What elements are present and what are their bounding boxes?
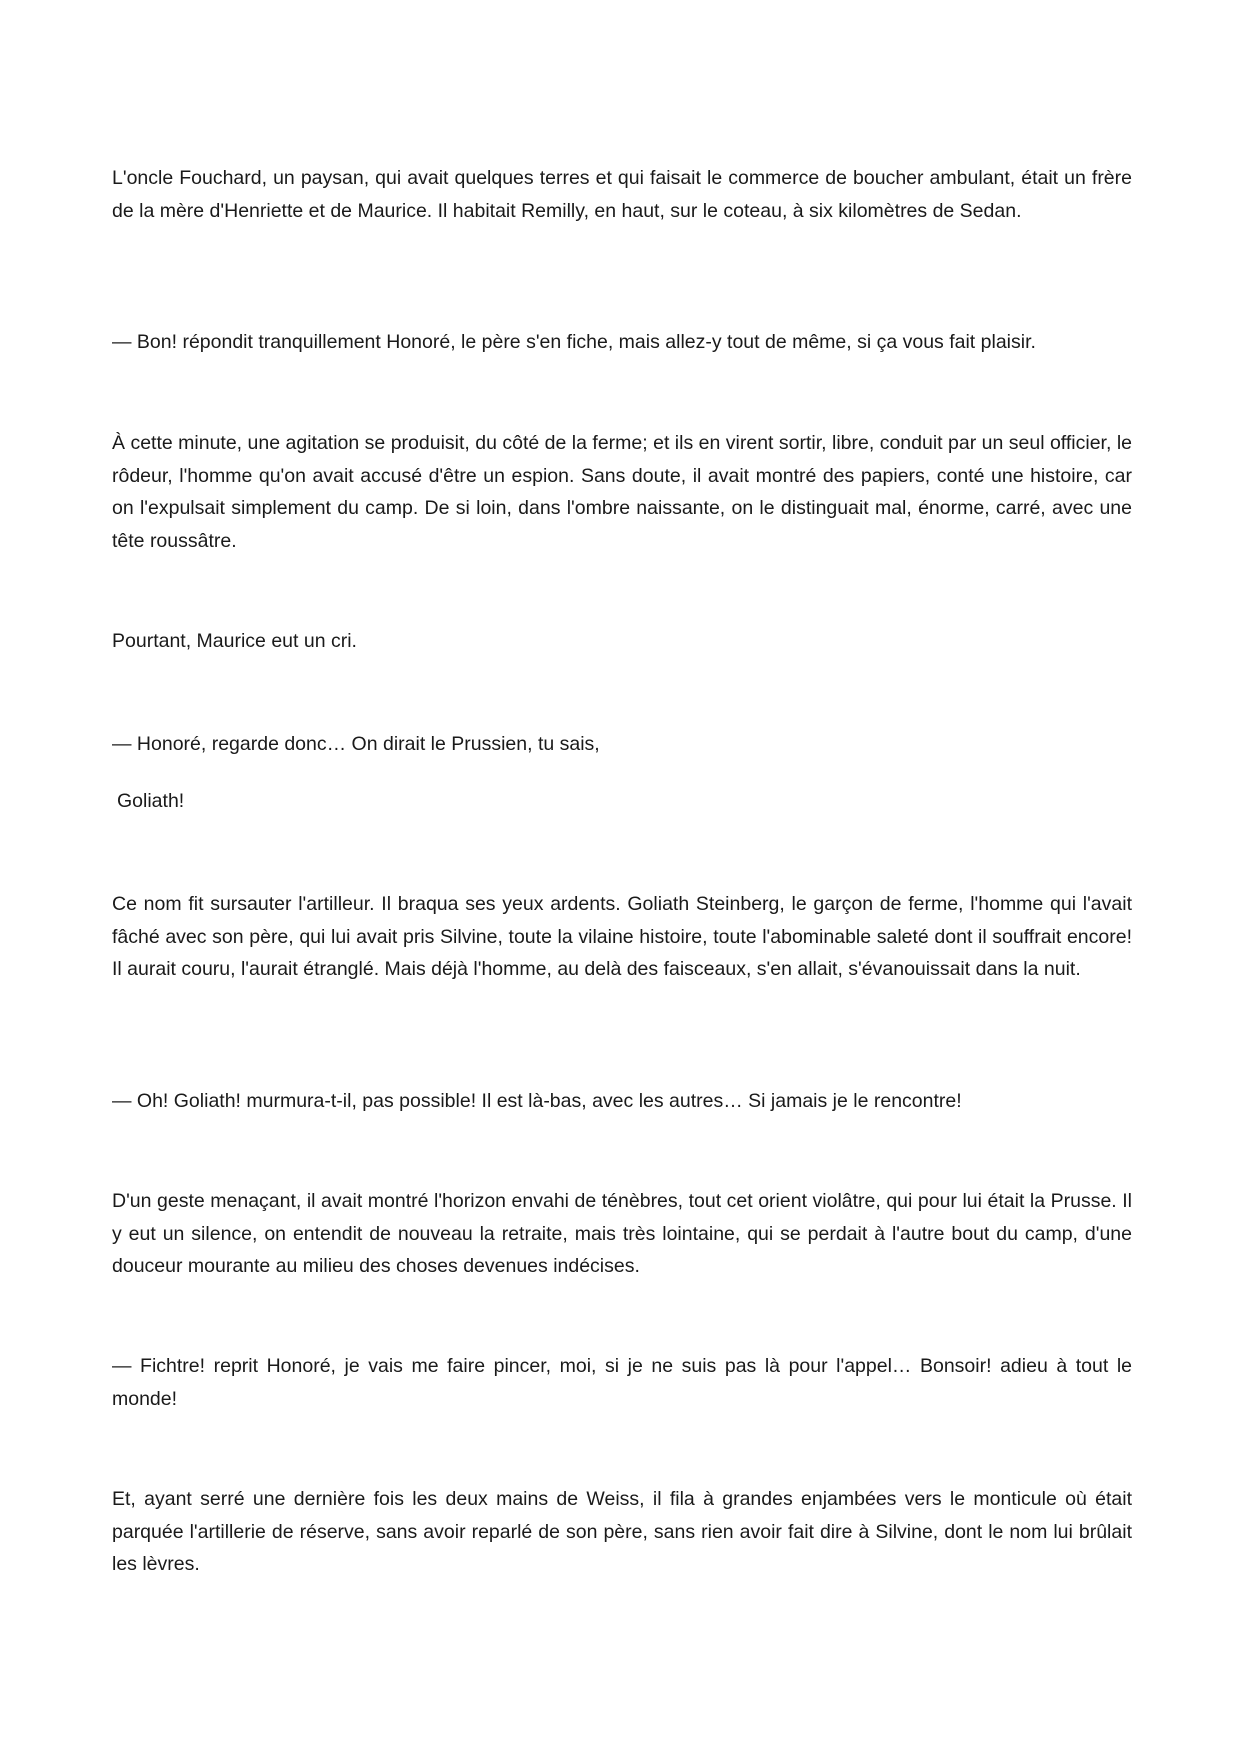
paragraph-honore-regarde: — Honoré, regarde donc… On dirait le Prussien, tu sais, xyxy=(112,733,600,755)
paragraph-weiss: Et, ayant serré une dernière fois les deux mains de Weiss, il fila à grandes enjambées vers le monticule où était parquée l'artillerie de réserve, sans avoir reparlé de son père, sans rien avoir fait dire à Silvine, dont le nom lui brûlait les lèvres. xyxy=(112,1488,1132,1576)
paragraph-ce-nom: Ce nom fit sursauter l'artilleur. Il braqua ses yeux ardents. Goliath Steinberg, le garçon de ferme, l'homme qui l'avait fâché avec son père, qui lui avait pris Silvine, toute la vilaine histoire, toute l'abominable saleté dont il souffrait encore! Il aurait couru, l'aurait étranglé. Mais déjà l'homme, au delà des faisceaux, s'en allait, s'évanouissait dans la nuit. xyxy=(112,893,1132,981)
paragraph-fichtre: — Fichtre! reprit Honoré, je vais me faire pincer, moi, si je ne suis pas là pour l'appel… Bonsoir! adieu à tout le monde! xyxy=(112,1355,1132,1410)
paragraph-bon-repondit: — Bon! répondit tranquillement Honoré, le père s'en fiche, mais allez-y tout de même, si ça vous fait plaisir. xyxy=(112,331,1036,353)
paragraph-oh-goliath: — Oh! Goliath! murmura-t-il, pas possible! Il est là-bas, avec les autres… Si jamais je le rencontre! xyxy=(112,1090,962,1112)
paragraph-goliath: Goliath! xyxy=(117,790,185,812)
paragraph-maurice-cri: Pourtant, Maurice eut un cri. xyxy=(112,630,357,652)
paragraph-geste-menacant: D'un geste menaçant, il avait montré l'horizon envahi de ténèbres, tout cet orient violâtre, qui pour lui était la Prusse. Il y eut un silence, on entendit de nouveau la retraite, mais très lointaine, qui se perdait à l'autre bout du camp, d'une douceur mourante au milieu des choses devenues indécises. xyxy=(112,1190,1132,1278)
paragraph-agitation: À cette minute, une agitation se produisit, du côté de la ferme; et ils en virent sortir, libre, conduit par un seul officier, le rôdeur, l'homme qu'on avait accusé d'être un espion. Sans doute, il avait montré des papiers, conté une histoire, car on l'expulsait simplement du camp. De si loin, dans l'ombre naissante, on le distinguait mal, énorme, carré, avec une tête roussâtre. xyxy=(112,432,1132,552)
paragraph-fouchard: L'oncle Fouchard, un paysan, qui avait quelques terres et qui faisait le commerce de boucher ambulant, était un frère de la mère d'Henriette et de Maurice. Il habitait Remilly, en haut, sur le coteau, à six kilomètres de Sedan. xyxy=(112,167,1132,222)
